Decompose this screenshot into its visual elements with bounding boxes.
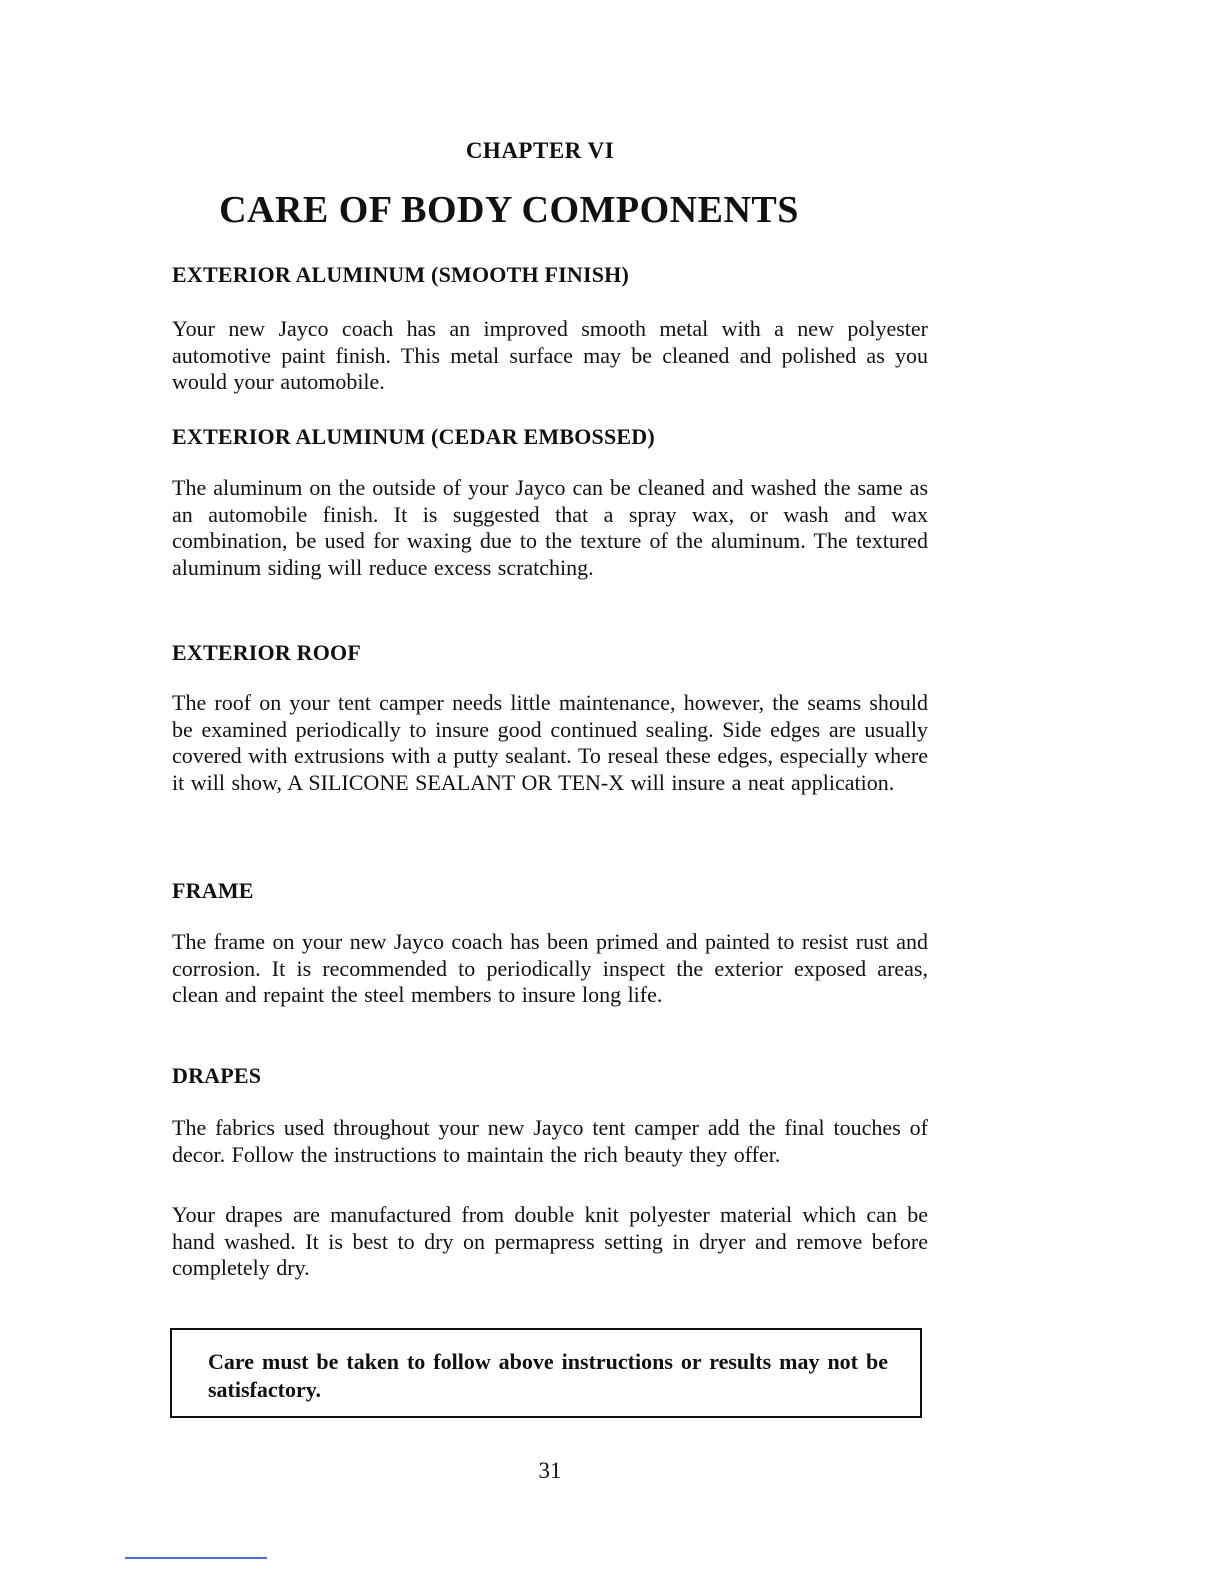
section-paragraph-drapes-2: Your drapes are manufactured from double knit polyester material which can be hand washed. It is best to dry on permapress setting in dryer and remove before completely dry. bbox=[172, 1202, 928, 1281]
notice-box bbox=[170, 1328, 922, 1418]
section-paragraph-frame: The frame on your new Jayco coach has been primed and painted to resist rust and corrosion. It is recommended to periodically inspect the exterior exposed areas, clean and repaint the steel members to insure long life. bbox=[172, 929, 928, 1008]
section-heading-smooth-finish: EXTERIOR ALUMINUM (SMOOTH FINISH) bbox=[172, 262, 630, 287]
section-heading-cedar-embossed: EXTERIOR ALUMINUM (CEDAR EMBOSSED) bbox=[172, 424, 655, 449]
footer-rule bbox=[125, 1557, 267, 1559]
notice-text: Care must be taken to follow above instructions or results may not be satisfactory. bbox=[208, 1349, 888, 1402]
section-paragraph-exterior-roof: The roof on your tent camper needs little maintenance, however, the seams should be examined periodically to insure good continued sealing. Side edges are usually covered with extrusions with a putty sealant. To reseal these edges, especially where it will show, A SILICONE SEALANT OR TEN-X will insure a neat application. bbox=[172, 690, 928, 795]
section-paragraph-drapes-1: The fabrics used throughout your new Jayco tent camper add the final touches of decor. Follow the instructions to maintain the rich beauty they offer. bbox=[172, 1115, 928, 1167]
manual-page bbox=[170, 0, 930, 1584]
chapter-label: CHAPTER VI bbox=[465, 138, 615, 163]
section-heading-frame: FRAME bbox=[172, 878, 254, 903]
section-heading-exterior-roof: EXTERIOR ROOF bbox=[172, 640, 362, 665]
section-heading-drapes: DRAPES bbox=[172, 1063, 262, 1088]
page-title: CARE OF BODY COMPONENTS bbox=[219, 189, 799, 231]
section-paragraph-smooth-finish: Your new Jayco coach has an improved smooth metal with a new polyester automotive paint finish. This metal surface may be cleaned and polished as you would your automobile. bbox=[172, 316, 928, 395]
page-number: 31 bbox=[538, 1458, 562, 1483]
section-paragraph-cedar-embossed: The aluminum on the outside of your Jayco can be cleaned and washed the same as an automobile finish. It is suggested that a spray wax, or wash and wax combination, be used for waxing due to the texture of the aluminum. The textured aluminum siding will reduce excess scratching. bbox=[172, 475, 928, 580]
